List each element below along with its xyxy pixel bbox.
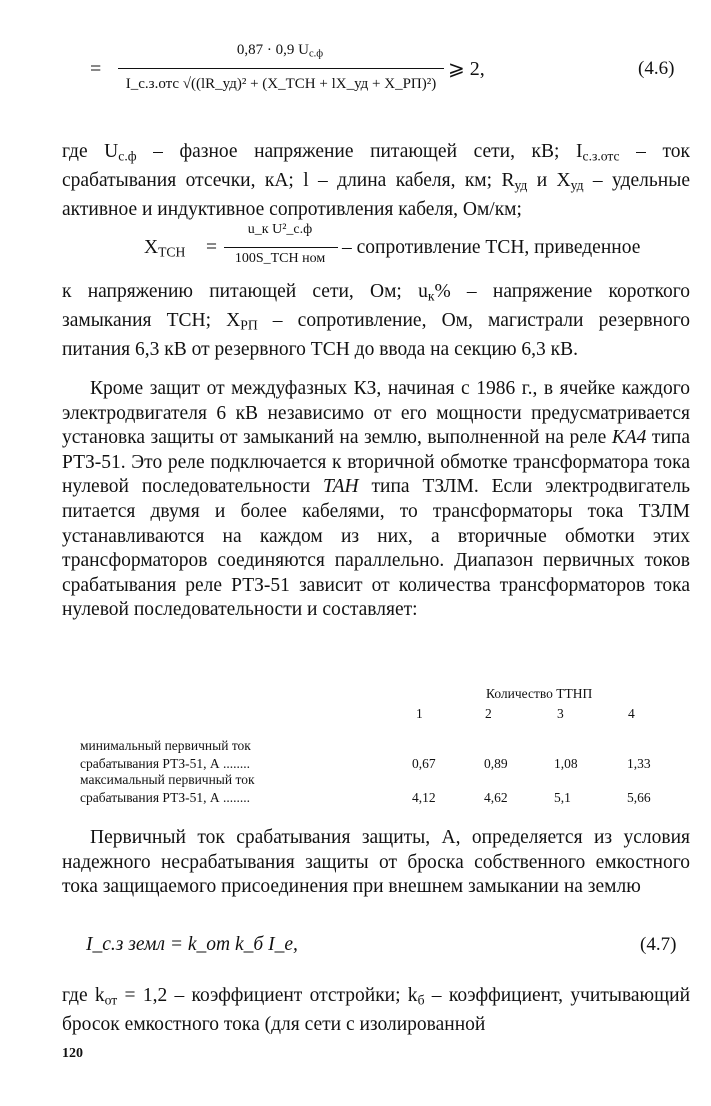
table-cell: 4,12: [412, 790, 436, 805]
table-col-3: 3: [557, 706, 564, 721]
xtsn-description: – сопротивление ТСН, приведенное: [342, 237, 641, 258]
paragraph-definitions: где $U_{с.ф}$ – фазное напряжение питающей сети, кВ; $I_{с.з.отс}$ – ток срабатывания отсечки, кА; l – длина кабеля, км; $R_{уд}$ и $X_{уд}$ – удельные активное и индуктивное сопротивления кабеля, Ом/км;: [62, 141, 690, 220]
paragraph-definitions-continued: к напряжению питающей сети, Ом; $u_к\%$ – напряжение короткого замыкания ТСН; $X_{РП}$ – сопротивление, Ом, магистрали резервного питания 6,3 кВ от резервного ТСН до ввода на секцию 6,3 кВ.: [62, 281, 691, 360]
formula-eq-sign: =: [90, 58, 102, 80]
formula-numerator: 0,87 · 0,9 $U_{с.ф}$: [236, 42, 324, 60]
formula-4-7-text: I_с.з земл = k_от k_б I_е,: [86, 934, 298, 955]
formula-fraction-bar: [118, 68, 444, 69]
row-label-line2: срабатывания РТЗ-51, А ........: [80, 756, 250, 771]
row-label-line1: максимальный первичный ток: [80, 772, 255, 787]
table-cell: 1,08: [554, 756, 578, 771]
row-label-line2: срабатывания РТЗ-51, А ........: [80, 790, 250, 805]
table-col-2: 2: [485, 706, 492, 721]
row-label-line1: минимальный первичный ток: [80, 738, 251, 753]
formula-denominator: I_с.з.отс √((lR_уд)² + (X_ТСН + lX_уд + X_РП)²): [125, 76, 437, 92]
table-col-4: 4: [628, 706, 635, 721]
xtsn-formula-line: [62, 222, 690, 276]
paragraph-coefficients: где $k_{от} = 1,2$ – коэффициент отстройки; $k_б$ – коэффициент, учитывающий бросок емкостного тока (для сети с изолированной: [62, 985, 690, 1035]
paragraph-ground-fault-protection: Кроме защит от междуфазных КЗ, начиная с 1986 г., в ячейке каждого электродвигателя 6 кВ независимо от его мощности предусматривается установка защиты от замыканий на землю, выполненной на реле КА4 типа РТЗ-51. Это реле подключается к вторичной обмотке трансформатора тока нулевой последовательности ТАН типа ТЗЛМ. Если электродвигатель питается двумя и более кабелями, то трансформаторы тока ТЗЛМ устанавливаются на каждом из них, а вторичные обмотки этих трансформаторов соединяются параллельно. Диапазон первичных токов срабатывания реле РТЗ-51 зависит от количества трансформаторов тока нулевой последовательности и составляет:: [62, 378, 690, 621]
table-cell: 0,67: [412, 756, 436, 771]
xtsn-fraction-bar: [224, 247, 338, 248]
table-cell: 0,89: [484, 756, 508, 771]
table-header: Количество ТТНП: [486, 686, 593, 701]
formula-relation: ⩾ 2,: [448, 58, 485, 80]
equation-number-4-7: (4.7): [640, 934, 677, 955]
current-range-table: [0, 680, 711, 810]
xtsn-denominator: 100S_ТСН ном: [234, 251, 326, 266]
table-col-1: 1: [416, 706, 423, 721]
table-cell: 4,62: [484, 790, 508, 805]
formula-4-7: [0, 928, 711, 968]
xtsn-eq-sign: =: [206, 237, 217, 258]
xtsn-numerator: u_к U²_с.ф: [247, 222, 313, 237]
equation-number-4-6: (4.6): [638, 58, 675, 79]
table-cell: 5,66: [627, 790, 651, 805]
table-cell: 1,33: [627, 756, 651, 771]
page-number: 120: [62, 1046, 83, 1061]
xtsn-lhs: $X_{ТСН}$: [144, 237, 186, 260]
table-cell: 5,1: [554, 790, 571, 805]
paragraph-protection-current: Первичный ток срабатывания защиты, А, определяется из условия надежного несрабатывания защиты от броска собственного емкостного тока защищаемого присоединения при внешнем замыкании на землю: [62, 827, 690, 898]
formula-4-6: [0, 0, 711, 115]
